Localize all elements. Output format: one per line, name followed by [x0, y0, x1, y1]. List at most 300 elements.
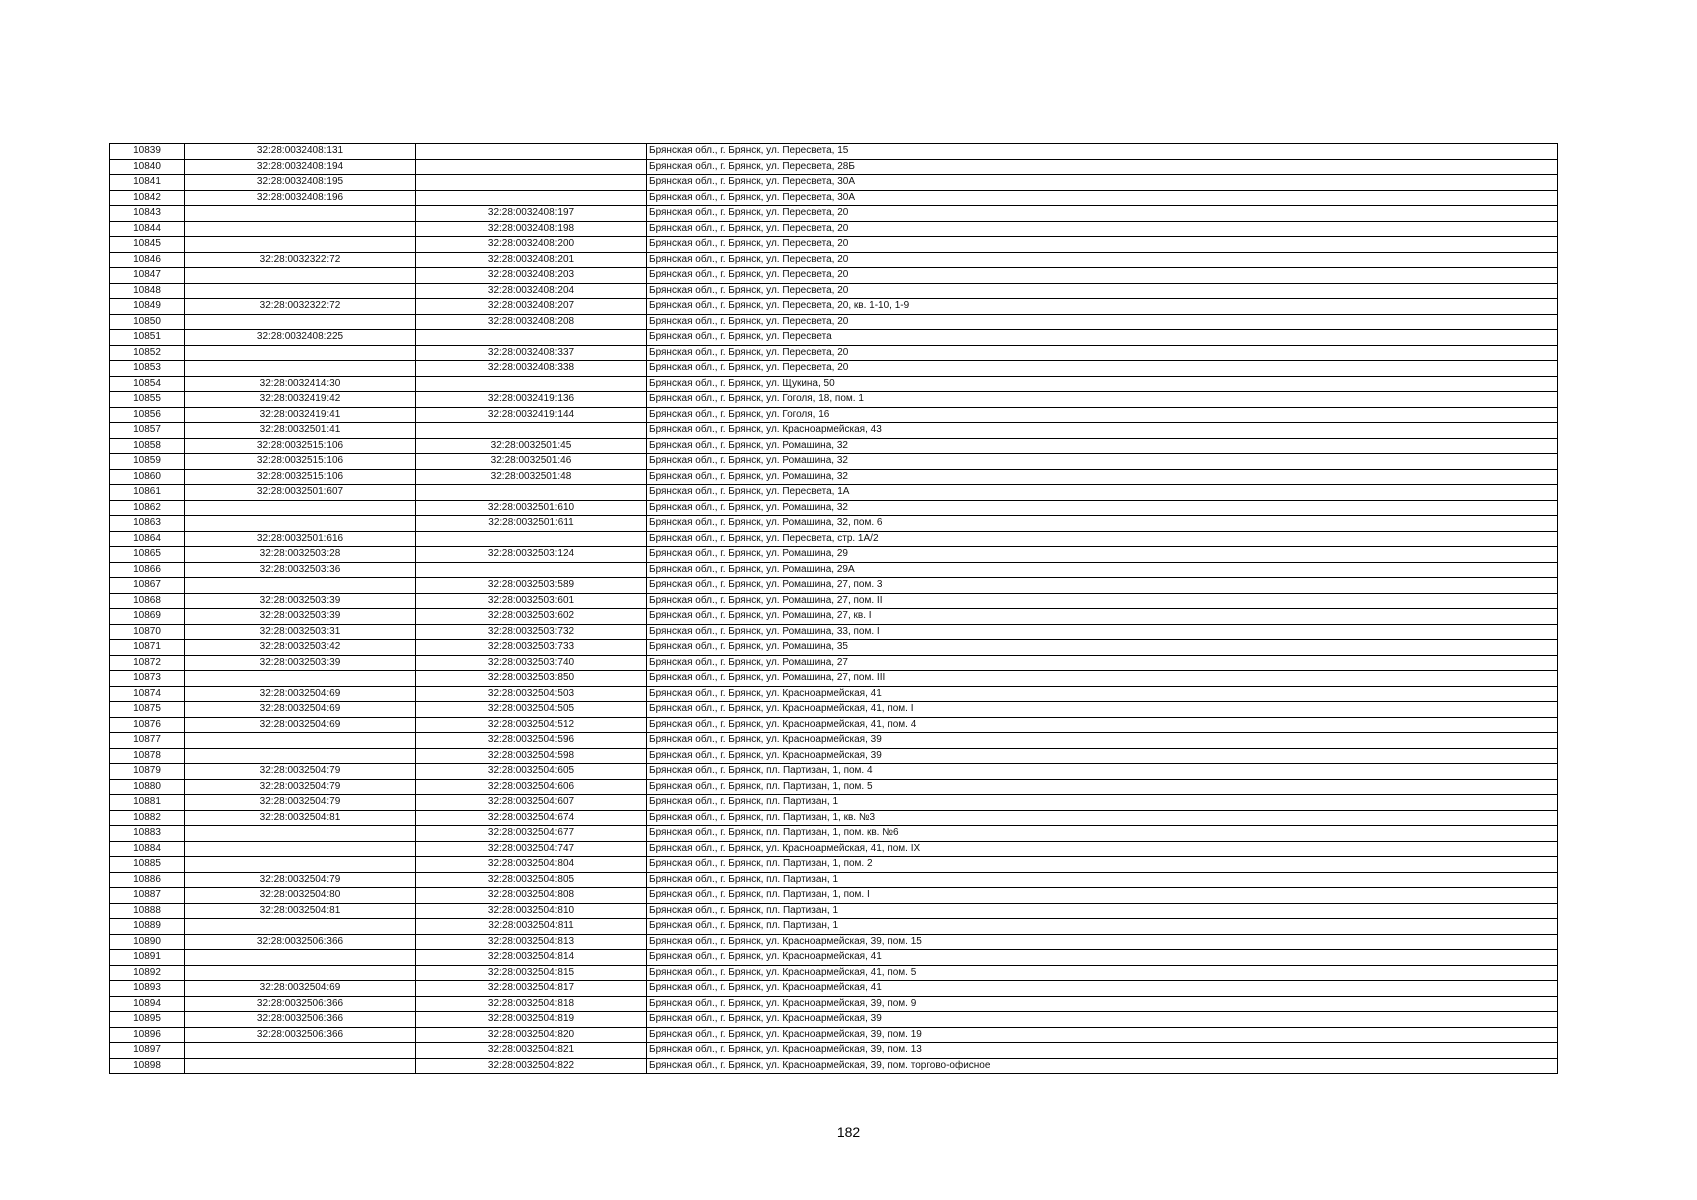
table-row — [110, 779, 1558, 795]
parcel-number-cell: 32:28:0032504:81 — [185, 810, 416, 826]
object-number-cell: 32:28:0032408:208 — [416, 314, 647, 330]
row-number-cell: 10889 — [110, 919, 185, 935]
address-cell: Брянская обл., г. Брянск, ул. Пересвета, 20 — [647, 268, 1558, 284]
table-row — [110, 686, 1558, 702]
parcel-number-cell — [185, 826, 416, 842]
object-number-cell: 32:28:0032504:817 — [416, 981, 647, 997]
table-row — [110, 934, 1558, 950]
table-row — [110, 454, 1558, 470]
row-number-cell: 10861 — [110, 485, 185, 501]
object-number-cell: 32:28:0032408:200 — [416, 237, 647, 253]
parcel-number-cell — [185, 578, 416, 594]
row-number-cell: 10890 — [110, 934, 185, 950]
table-row — [110, 361, 1558, 377]
row-number-cell: 10850 — [110, 314, 185, 330]
parcel-number-cell: 32:28:0032501:616 — [185, 531, 416, 547]
object-number-cell: 32:28:0032503:124 — [416, 547, 647, 563]
table-row — [110, 872, 1558, 888]
parcel-number-cell — [185, 671, 416, 687]
address-cell: Брянская обл., г. Брянск, ул. Пересвета, 15 — [647, 144, 1558, 160]
object-number-cell: 32:28:0032504:815 — [416, 965, 647, 981]
address-cell: Брянская обл., г. Брянск, ул. Красноармейская, 39 — [647, 733, 1558, 749]
object-number-cell — [416, 330, 647, 346]
parcel-number-cell: 32:28:0032504:81 — [185, 903, 416, 919]
parcel-number-cell: 32:28:0032322:72 — [185, 252, 416, 268]
parcel-number-cell: 32:28:0032506:366 — [185, 1012, 416, 1028]
row-number-cell: 10877 — [110, 733, 185, 749]
parcel-number-cell: 32:28:0032408:225 — [185, 330, 416, 346]
address-cell: Брянская обл., г. Брянск, пл. Партизан, 1 — [647, 919, 1558, 935]
object-number-cell: 32:28:0032503:602 — [416, 609, 647, 625]
parcel-number-cell: 32:28:0032504:79 — [185, 779, 416, 795]
parcel-number-cell — [185, 733, 416, 749]
table-row — [110, 485, 1558, 501]
object-number-cell: 32:28:0032501:611 — [416, 516, 647, 532]
object-number-cell: 32:28:0032504:503 — [416, 686, 647, 702]
parcel-number-cell — [185, 950, 416, 966]
address-cell: Брянская обл., г. Брянск, ул. Красноармейская, 41, пом. 4 — [647, 717, 1558, 733]
address-cell: Брянская обл., г. Брянск, ул. Гоголя, 16 — [647, 407, 1558, 423]
object-number-cell: 32:28:0032504:606 — [416, 779, 647, 795]
table-row — [110, 717, 1558, 733]
address-cell: Брянская обл., г. Брянск, ул. Пересвета — [647, 330, 1558, 346]
table-row — [110, 996, 1558, 1012]
address-cell: Брянская обл., г. Брянск, ул. Пересвета, 20 — [647, 361, 1558, 377]
row-number-cell: 10847 — [110, 268, 185, 284]
parcel-number-cell: 32:28:0032503:42 — [185, 640, 416, 656]
object-number-cell: 32:28:0032504:819 — [416, 1012, 647, 1028]
parcel-number-cell — [185, 237, 416, 253]
parcel-number-cell: 32:28:0032419:41 — [185, 407, 416, 423]
address-cell: Брянская обл., г. Брянск, ул. Пересвета, 30А — [647, 190, 1558, 206]
row-number-cell: 10860 — [110, 469, 185, 485]
table-row — [110, 469, 1558, 485]
row-number-cell: 10894 — [110, 996, 185, 1012]
object-number-cell: 32:28:0032408:198 — [416, 221, 647, 237]
object-number-cell — [416, 423, 647, 439]
address-cell: Брянская обл., г. Брянск, ул. Ромашина, 32 — [647, 469, 1558, 485]
address-cell: Брянская обл., г. Брянск, ул. Красноармейская, 39 — [647, 748, 1558, 764]
address-cell: Брянская обл., г. Брянск, ул. Пересвета, 20, кв. 1-10, 1-9 — [647, 299, 1558, 315]
address-cell: Брянская обл., г. Брянск, ул. Ромашина, 32, пом. 6 — [647, 516, 1558, 532]
object-number-cell: 32:28:0032408:338 — [416, 361, 647, 377]
object-number-cell: 32:28:0032504:821 — [416, 1043, 647, 1059]
row-number-cell: 10895 — [110, 1012, 185, 1028]
parcel-number-cell — [185, 345, 416, 361]
table-row — [110, 857, 1558, 873]
row-number-cell: 10869 — [110, 609, 185, 625]
parcel-number-cell: 32:28:0032503:39 — [185, 655, 416, 671]
table-row — [110, 593, 1558, 609]
object-number-cell: 32:28:0032504:677 — [416, 826, 647, 842]
parcel-number-cell: 32:28:0032506:366 — [185, 934, 416, 950]
parcel-number-cell: 32:28:0032501:41 — [185, 423, 416, 439]
table-row — [110, 438, 1558, 454]
object-number-cell: 32:28:0032504:808 — [416, 888, 647, 904]
table-row — [110, 640, 1558, 656]
object-number-cell: 32:28:0032504:505 — [416, 702, 647, 718]
table-row — [110, 237, 1558, 253]
object-number-cell: 32:28:0032504:747 — [416, 841, 647, 857]
row-number-cell: 10859 — [110, 454, 185, 470]
row-number-cell: 10873 — [110, 671, 185, 687]
row-number-cell: 10840 — [110, 159, 185, 175]
table-row — [110, 826, 1558, 842]
row-number-cell: 10841 — [110, 175, 185, 191]
table-row — [110, 965, 1558, 981]
address-cell: Брянская обл., г. Брянск, пл. Партизан, 1 — [647, 903, 1558, 919]
row-number-cell: 10844 — [110, 221, 185, 237]
row-number-cell: 10849 — [110, 299, 185, 315]
object-number-cell — [416, 376, 647, 392]
table-row — [110, 159, 1558, 175]
row-number-cell: 10875 — [110, 702, 185, 718]
parcel-number-cell: 32:28:0032515:106 — [185, 438, 416, 454]
object-number-cell — [416, 485, 647, 501]
row-number-cell: 10870 — [110, 624, 185, 640]
object-number-cell: 32:28:0032503:733 — [416, 640, 647, 656]
table-row — [110, 795, 1558, 811]
table-row — [110, 547, 1558, 563]
object-number-cell: 32:28:0032504:607 — [416, 795, 647, 811]
row-number-cell: 10852 — [110, 345, 185, 361]
row-number-cell: 10880 — [110, 779, 185, 795]
parcel-number-cell — [185, 361, 416, 377]
parcel-number-cell — [185, 841, 416, 857]
object-number-cell: 32:28:0032408:197 — [416, 206, 647, 222]
table-row — [110, 221, 1558, 237]
parcel-number-cell: 32:28:0032506:366 — [185, 996, 416, 1012]
address-cell: Брянская обл., г. Брянск, ул. Ромашина, 27, пом. 3 — [647, 578, 1558, 594]
object-number-cell: 32:28:0032503:732 — [416, 624, 647, 640]
parcel-number-cell: 32:28:0032503:39 — [185, 593, 416, 609]
parcel-number-cell: 32:28:0032408:194 — [185, 159, 416, 175]
address-cell: Брянская обл., г. Брянск, ул. Щукина, 50 — [647, 376, 1558, 392]
table-row — [110, 810, 1558, 826]
row-number-cell: 10872 — [110, 655, 185, 671]
row-number-cell: 10853 — [110, 361, 185, 377]
row-number-cell: 10858 — [110, 438, 185, 454]
table-row — [110, 888, 1558, 904]
address-cell: Брянская обл., г. Брянск, ул. Красноармейская, 39, пом. 15 — [647, 934, 1558, 950]
row-number-cell: 10882 — [110, 810, 185, 826]
table-row — [110, 950, 1558, 966]
parcel-number-cell: 32:28:0032504:69 — [185, 686, 416, 702]
address-cell: Брянская обл., г. Брянск, ул. Пересвета, стр. 1А/2 — [647, 531, 1558, 547]
row-number-cell: 10884 — [110, 841, 185, 857]
row-number-cell: 10839 — [110, 144, 185, 160]
address-cell: Брянская обл., г. Брянск, ул. Ромашина, 27, пом. II — [647, 593, 1558, 609]
object-number-cell: 32:28:0032501:48 — [416, 469, 647, 485]
parcel-number-cell — [185, 314, 416, 330]
table-row — [110, 144, 1558, 160]
table-row — [110, 981, 1558, 997]
row-number-cell: 10871 — [110, 640, 185, 656]
table-row — [110, 562, 1558, 578]
parcel-number-cell: 32:28:0032515:106 — [185, 454, 416, 470]
table-row — [110, 1027, 1558, 1043]
address-cell: Брянская обл., г. Брянск, ул. Красноармейская, 39, пом. 13 — [647, 1043, 1558, 1059]
address-cell: Брянская обл., г. Брянск, ул. Пересвета, 20 — [647, 252, 1558, 268]
object-number-cell: 32:28:0032504:811 — [416, 919, 647, 935]
row-number-cell: 10881 — [110, 795, 185, 811]
row-number-cell: 10891 — [110, 950, 185, 966]
row-number-cell: 10848 — [110, 283, 185, 299]
row-number-cell: 10851 — [110, 330, 185, 346]
address-cell: Брянская обл., г. Брянск, ул. Пересвета, 20 — [647, 345, 1558, 361]
parcel-number-cell: 32:28:0032408:131 — [185, 144, 416, 160]
address-cell: Брянская обл., г. Брянск, ул. Ромашина, 27 — [647, 655, 1558, 671]
object-number-cell: 32:28:0032503:740 — [416, 655, 647, 671]
table-row — [110, 500, 1558, 516]
table-row — [110, 733, 1558, 749]
table-row — [110, 314, 1558, 330]
parcel-number-cell: 32:28:0032419:42 — [185, 392, 416, 408]
parcel-number-cell: 32:28:0032503:31 — [185, 624, 416, 640]
object-number-cell: 32:28:0032504:512 — [416, 717, 647, 733]
row-number-cell: 10888 — [110, 903, 185, 919]
object-number-cell: 32:28:0032504:805 — [416, 872, 647, 888]
address-cell: Брянская обл., г. Брянск, ул. Красноармейская, 41, пом. IX — [647, 841, 1558, 857]
address-cell: Брянская обл., г. Брянск, ул. Красноармейская, 41 — [647, 950, 1558, 966]
row-number-cell: 10845 — [110, 237, 185, 253]
parcel-number-cell — [185, 857, 416, 873]
row-number-cell: 10846 — [110, 252, 185, 268]
object-number-cell: 32:28:0032503:589 — [416, 578, 647, 594]
parcel-number-cell — [185, 1043, 416, 1059]
address-cell: Брянская обл., г. Брянск, ул. Пересвета, 20 — [647, 237, 1558, 253]
object-number-cell — [416, 190, 647, 206]
object-number-cell — [416, 531, 647, 547]
table-row — [110, 345, 1558, 361]
object-number-cell — [416, 175, 647, 191]
parcel-number-cell — [185, 965, 416, 981]
table-row — [110, 671, 1558, 687]
row-number-cell: 10864 — [110, 531, 185, 547]
object-number-cell: 32:28:0032501:610 — [416, 500, 647, 516]
row-number-cell: 10854 — [110, 376, 185, 392]
table-row — [110, 531, 1558, 547]
row-number-cell: 10842 — [110, 190, 185, 206]
address-cell: Брянская обл., г. Брянск, ул. Красноармейская, 39, пом. 9 — [647, 996, 1558, 1012]
parcel-number-cell — [185, 268, 416, 284]
records-table-body — [110, 144, 1558, 1074]
address-cell: Брянская обл., г. Брянск, ул. Красноармейская, 39 — [647, 1012, 1558, 1028]
object-number-cell: 32:28:0032501:45 — [416, 438, 647, 454]
address-cell: Брянская обл., г. Брянск, ул. Ромашина, 27, пом. III — [647, 671, 1558, 687]
parcel-number-cell — [185, 500, 416, 516]
row-number-cell: 10878 — [110, 748, 185, 764]
parcel-number-cell: 32:28:0032501:607 — [185, 485, 416, 501]
object-number-cell: 32:28:0032503:601 — [416, 593, 647, 609]
object-number-cell: 32:28:0032504:596 — [416, 733, 647, 749]
table-row — [110, 206, 1558, 222]
row-number-cell: 10865 — [110, 547, 185, 563]
table-row — [110, 903, 1558, 919]
object-number-cell: 32:28:0032501:46 — [416, 454, 647, 470]
parcel-number-cell — [185, 283, 416, 299]
parcel-number-cell — [185, 1058, 416, 1074]
parcel-number-cell: 32:28:0032515:106 — [185, 469, 416, 485]
parcel-number-cell: 32:28:0032504:69 — [185, 717, 416, 733]
object-number-cell: 32:28:0032408:201 — [416, 252, 647, 268]
row-number-cell: 10879 — [110, 764, 185, 780]
row-number-cell: 10866 — [110, 562, 185, 578]
address-cell: Брянская обл., г. Брянск, пл. Партизан, 1, пом. кв. №6 — [647, 826, 1558, 842]
table-row — [110, 516, 1558, 532]
address-cell: Брянская обл., г. Брянск, ул. Пересвета, 20 — [647, 206, 1558, 222]
address-cell: Брянская обл., г. Брянск, ул. Ромашина, 32 — [647, 454, 1558, 470]
table-row — [110, 841, 1558, 857]
object-number-cell — [416, 159, 647, 175]
table-row — [110, 1012, 1558, 1028]
object-number-cell: 32:28:0032504:822 — [416, 1058, 647, 1074]
object-number-cell: 32:28:0032504:804 — [416, 857, 647, 873]
parcel-number-cell: 32:28:0032504:79 — [185, 872, 416, 888]
table-row — [110, 919, 1558, 935]
address-cell: Брянская обл., г. Брянск, ул. Пересвета, 28Б — [647, 159, 1558, 175]
object-number-cell: 32:28:0032408:337 — [416, 345, 647, 361]
parcel-number-cell — [185, 221, 416, 237]
address-cell: Брянская обл., г. Брянск, ул. Пересвета, 20 — [647, 283, 1558, 299]
row-number-cell: 10855 — [110, 392, 185, 408]
parcel-number-cell: 32:28:0032504:69 — [185, 702, 416, 718]
address-cell: Брянская обл., г. Брянск, пл. Партизан, 1, пом. I — [647, 888, 1558, 904]
parcel-number-cell — [185, 206, 416, 222]
address-cell: Брянская обл., г. Брянск, пл. Партизан, 1, пом. 5 — [647, 779, 1558, 795]
parcel-number-cell — [185, 919, 416, 935]
row-number-cell: 10896 — [110, 1027, 185, 1043]
address-cell: Брянская обл., г. Брянск, ул. Ромашина, 27, кв. I — [647, 609, 1558, 625]
object-number-cell — [416, 562, 647, 578]
parcel-number-cell: 32:28:0032504:69 — [185, 981, 416, 997]
table-row — [110, 175, 1558, 191]
parcel-number-cell: 32:28:0032414:30 — [185, 376, 416, 392]
address-cell: Брянская обл., г. Брянск, ул. Ромашина, 32 — [647, 500, 1558, 516]
address-cell: Брянская обл., г. Брянск, ул. Красноармейская, 41 — [647, 981, 1558, 997]
table-row — [110, 702, 1558, 718]
table-row — [110, 423, 1558, 439]
table-row — [110, 252, 1558, 268]
table-row — [110, 1043, 1558, 1059]
address-cell: Брянская обл., г. Брянск, ул. Ромашина, 32 — [647, 438, 1558, 454]
address-cell: Брянская обл., г. Брянск, пл. Партизан, 1, пом. 4 — [647, 764, 1558, 780]
address-cell: Брянская обл., г. Брянск, ул. Гоголя, 18, пом. 1 — [647, 392, 1558, 408]
parcel-number-cell: 32:28:0032503:39 — [185, 609, 416, 625]
table-row — [110, 624, 1558, 640]
row-number-cell: 10897 — [110, 1043, 185, 1059]
row-number-cell: 10863 — [110, 516, 185, 532]
table-row — [110, 764, 1558, 780]
parcel-number-cell: 32:28:0032322:72 — [185, 299, 416, 315]
row-number-cell: 10893 — [110, 981, 185, 997]
row-number-cell: 10843 — [110, 206, 185, 222]
parcel-number-cell — [185, 748, 416, 764]
object-number-cell: 32:28:0032504:598 — [416, 748, 647, 764]
row-number-cell: 10862 — [110, 500, 185, 516]
address-cell: Брянская обл., г. Брянск, ул. Пересвета, 20 — [647, 314, 1558, 330]
address-cell: Брянская обл., г. Брянск, ул. Ромашина, 33, пом. I — [647, 624, 1558, 640]
object-number-cell: 32:28:0032504:674 — [416, 810, 647, 826]
records-table — [109, 143, 1558, 1074]
object-number-cell — [416, 144, 647, 160]
address-cell: Брянская обл., г. Брянск, ул. Ромашина, 29А — [647, 562, 1558, 578]
table-row — [110, 578, 1558, 594]
row-number-cell: 10883 — [110, 826, 185, 842]
row-number-cell: 10867 — [110, 578, 185, 594]
address-cell: Брянская обл., г. Брянск, ул. Красноармейская, 43 — [647, 423, 1558, 439]
table-row — [110, 1058, 1558, 1074]
parcel-number-cell: 32:28:0032503:28 — [185, 547, 416, 563]
object-number-cell: 32:28:0032408:207 — [416, 299, 647, 315]
table-row — [110, 268, 1558, 284]
address-cell: Брянская обл., г. Брянск, пл. Партизан, 1 — [647, 795, 1558, 811]
object-number-cell: 32:28:0032504:813 — [416, 934, 647, 950]
parcel-number-cell: 32:28:0032504:79 — [185, 764, 416, 780]
address-cell: Брянская обл., г. Брянск, пл. Партизан, 1 — [647, 872, 1558, 888]
row-number-cell: 10874 — [110, 686, 185, 702]
table-row — [110, 392, 1558, 408]
row-number-cell: 10857 — [110, 423, 185, 439]
object-number-cell: 32:28:0032503:850 — [416, 671, 647, 687]
table-row — [110, 655, 1558, 671]
address-cell: Брянская обл., г. Брянск, пл. Партизан, 1, пом. 2 — [647, 857, 1558, 873]
address-cell: Брянская обл., г. Брянск, ул. Красноармейская, 41, пом. I — [647, 702, 1558, 718]
row-number-cell: 10885 — [110, 857, 185, 873]
table-row — [110, 330, 1558, 346]
row-number-cell: 10876 — [110, 717, 185, 733]
parcel-number-cell: 32:28:0032504:79 — [185, 795, 416, 811]
object-number-cell: 32:28:0032504:810 — [416, 903, 647, 919]
address-cell: Брянская обл., г. Брянск, ул. Пересвета, 20 — [647, 221, 1558, 237]
row-number-cell: 10898 — [110, 1058, 185, 1074]
table-row — [110, 376, 1558, 392]
table-row — [110, 407, 1558, 423]
parcel-number-cell — [185, 516, 416, 532]
object-number-cell: 32:28:0032408:203 — [416, 268, 647, 284]
object-number-cell: 32:28:0032504:820 — [416, 1027, 647, 1043]
address-cell: Брянская обл., г. Брянск, ул. Пересвета, 1А — [647, 485, 1558, 501]
parcel-number-cell: 32:28:0032408:195 — [185, 175, 416, 191]
page-number: 182 — [836, 1124, 861, 1140]
parcel-number-cell: 32:28:0032504:80 — [185, 888, 416, 904]
table-row — [110, 609, 1558, 625]
object-number-cell: 32:28:0032504:814 — [416, 950, 647, 966]
row-number-cell: 10856 — [110, 407, 185, 423]
address-cell: Брянская обл., г. Брянск, ул. Красноармейская, 39, пом. торгово-офисное — [647, 1058, 1558, 1074]
row-number-cell: 10886 — [110, 872, 185, 888]
object-number-cell: 32:28:0032419:144 — [416, 407, 647, 423]
address-cell: Брянская обл., г. Брянск, пл. Партизан, 1, кв. №3 — [647, 810, 1558, 826]
parcel-number-cell: 32:28:0032503:36 — [185, 562, 416, 578]
object-number-cell: 32:28:0032408:204 — [416, 283, 647, 299]
address-cell: Брянская обл., г. Брянск, ул. Красноармейская, 41 — [647, 686, 1558, 702]
address-cell: Брянская обл., г. Брянск, ул. Красноармейская, 41, пом. 5 — [647, 965, 1558, 981]
address-cell: Брянская обл., г. Брянск, ул. Красноармейская, 39, пом. 19 — [647, 1027, 1558, 1043]
parcel-number-cell: 32:28:0032506:366 — [185, 1027, 416, 1043]
row-number-cell: 10868 — [110, 593, 185, 609]
row-number-cell: 10892 — [110, 965, 185, 981]
table-row — [110, 283, 1558, 299]
object-number-cell: 32:28:0032419:136 — [416, 392, 647, 408]
address-cell: Брянская обл., г. Брянск, ул. Ромашина, 29 — [647, 547, 1558, 563]
table-row — [110, 748, 1558, 764]
object-number-cell: 32:28:0032504:818 — [416, 996, 647, 1012]
object-number-cell: 32:28:0032504:605 — [416, 764, 647, 780]
table-row — [110, 299, 1558, 315]
address-cell: Брянская обл., г. Брянск, ул. Пересвета, 30А — [647, 175, 1558, 191]
address-cell: Брянская обл., г. Брянск, ул. Ромашина, 35 — [647, 640, 1558, 656]
